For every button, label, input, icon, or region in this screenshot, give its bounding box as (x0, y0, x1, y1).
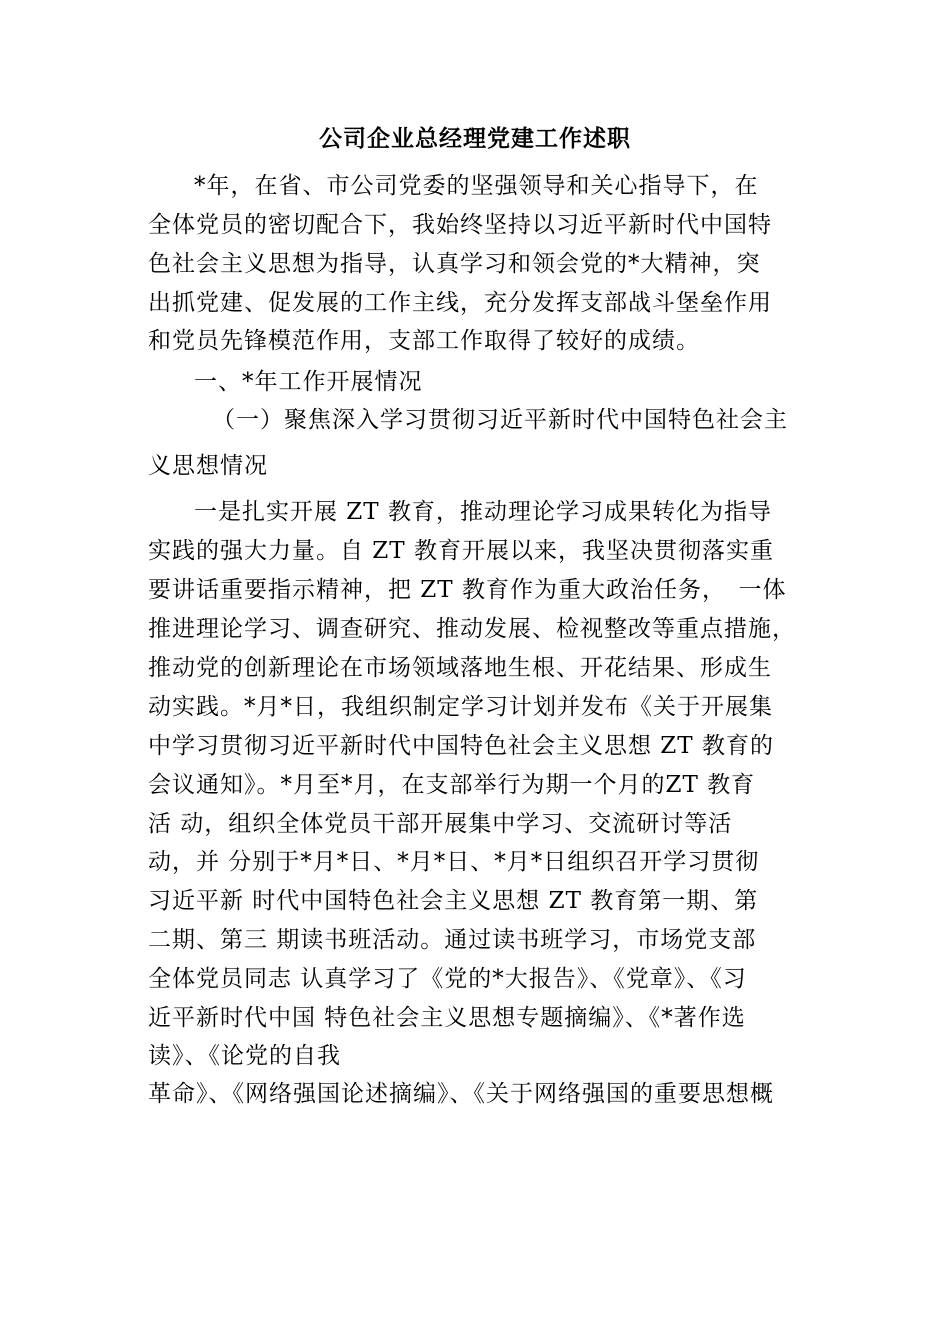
text-line-21: 革命》、《网络强国论述摘编》、《关于网络强国的重要思想概 (148, 1081, 774, 1107)
text-line-8: 要讲话重要指示精神，把 ZT 教育作为重大政治任务， 一体 (148, 577, 787, 603)
text-line-2: 全体党员的密切配合下，我始终坚持以习近平新时代中国特 (148, 212, 772, 238)
text-line-3: 色社会主义思想为指导，认真学习和领会党的*大精神，突 (148, 251, 761, 277)
text-line-20: 读》、《论党的自我 (148, 1043, 341, 1069)
text-line-18: 全体党员同志 认真学习了《党的*大报告》、《党章》、《习 (148, 966, 747, 992)
text-line-10: 推动党的创新理论在市场领域落地生根、开花结果、形成生 (148, 655, 772, 681)
text-line-13: 会议通知》。*月至*月，在支部举行为期一个月的ZT 教育 (148, 772, 756, 798)
text-line-12: 中学习贯彻习近平新时代中国特色社会主义思想 ZT 教育的 (148, 733, 774, 759)
text-line-14: 活 动，组织全体党员干部开展集中学习、交流研讨等活 (148, 811, 733, 837)
text-line-1: *年，在省、市公司党委的坚强领导和关心指导下，在 (194, 173, 759, 199)
text-line-11: 动实践。*月*日，我组织制定学习计划并发布《关于开展集 (148, 694, 773, 720)
subsection-heading-1-cont: 义思想情况 (148, 453, 268, 479)
text-line-16: 习近平新 时代中国特色社会主义思想 ZT 教育第一期、第 (148, 888, 759, 914)
section-heading-1: 一、*年工作开展情况 (194, 369, 423, 395)
text-line-17: 二期、第三 期读书班活动。通过读书班学习，市场党支部 (148, 927, 757, 953)
text-line-5: 和党员先锋模范作用，支部工作取得了较好的成绩。 (148, 328, 700, 354)
text-line-4: 出抓党建、促发展的工作主线，充分发挥支部战斗堡垒作用 (148, 290, 772, 316)
document-title: 公司企业总经理党建工作述职 (319, 126, 631, 152)
text-line-19: 近平新时代中国 特色社会主义思想专题摘编》、《*著作选 (148, 1005, 746, 1031)
text-line-6: 一是扎实开展 ZT 教育，推动理论学习成果转化为指导 (194, 499, 772, 525)
text-line-15: 动，并 分别于*月*日、*月*日、*月*日组织召开学习贯彻 (148, 849, 760, 875)
text-line-7: 实践的强大力量。自 ZT 教育开展以来，我坚决贯彻落实重 (148, 538, 774, 564)
text-line-9: 推进理论学习、调查研究、推动发展、检视整改等重点措施， (148, 616, 796, 642)
subsection-heading-1: （一）聚焦深入学习贯彻习近平新时代中国特色社会主 (212, 407, 788, 433)
